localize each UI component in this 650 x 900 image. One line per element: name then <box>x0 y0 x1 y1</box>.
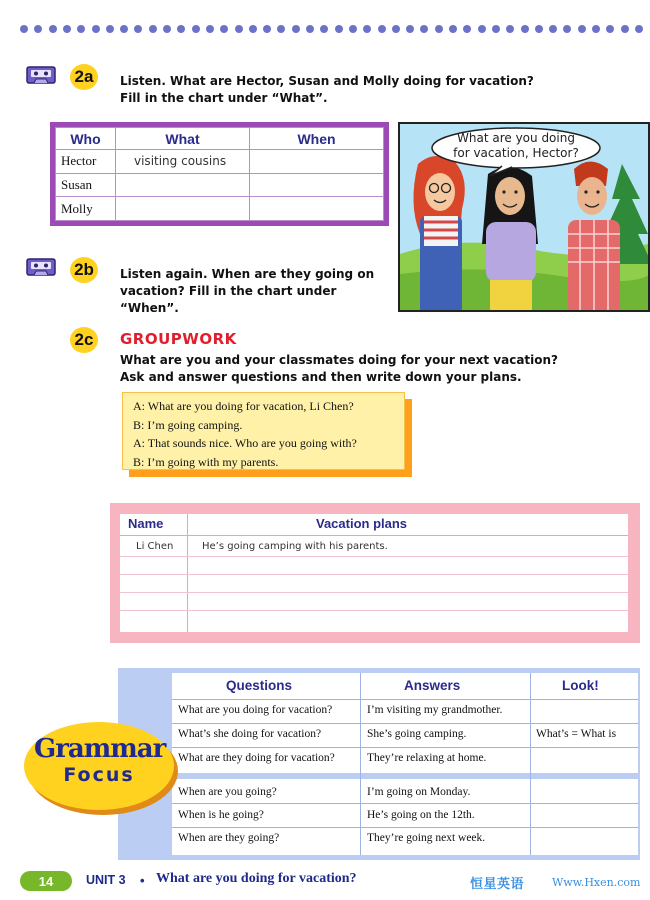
unit-label: UNIT 3 <box>86 873 126 887</box>
cassette-tape-icon[interactable] <box>26 66 56 84</box>
border-dot <box>177 25 185 33</box>
table-row <box>56 197 384 221</box>
answer-cell: She’s going camping. <box>367 728 467 740</box>
border-dot <box>92 25 100 33</box>
border-dot <box>635 25 643 33</box>
grammar-focus-table <box>172 673 638 855</box>
border-dot <box>349 25 357 33</box>
border-dot <box>363 25 371 33</box>
border-dot <box>149 25 157 33</box>
row-line <box>120 610 628 611</box>
speech-line2: for vacation, Hector? <box>453 146 579 160</box>
border-dot <box>549 25 557 33</box>
header-name: Name <box>128 516 164 531</box>
border-dot <box>20 25 28 33</box>
border-dot <box>406 25 414 33</box>
cell-plan[interactable]: He’s going camping with his parents. <box>202 541 388 552</box>
border-dot <box>478 25 486 33</box>
grammar-focus-subtitle: Focus <box>63 764 135 786</box>
grammar-focus-title: Grammar <box>34 734 166 764</box>
row-line <box>120 592 628 593</box>
border-dot <box>277 25 285 33</box>
border-dot <box>292 25 300 33</box>
answer-cell: He’s going on the 12th. <box>367 809 475 821</box>
answer-cell: I’m going on Monday. <box>367 786 471 798</box>
border-dot <box>621 25 629 33</box>
border-dot <box>563 25 571 33</box>
border-dot <box>578 25 586 33</box>
border-dot <box>306 25 314 33</box>
instruction-2c-line2: Ask and answer questions and then write down your plans. <box>120 370 522 384</box>
header-questions: Questions <box>226 678 293 693</box>
instruction-2c-line1: What are you and your classmates doing for your next vacation? <box>120 353 559 367</box>
border-dot <box>521 25 529 33</box>
border-dot <box>506 25 514 33</box>
cell-name[interactable]: Li Chen <box>136 541 174 552</box>
border-dot <box>535 25 543 33</box>
row-line <box>172 699 638 700</box>
answer-cell: They’re going next week. <box>367 832 486 844</box>
question-cell: When are they going? <box>178 832 280 844</box>
border-dot <box>49 25 57 33</box>
header-look: Look! <box>562 678 599 693</box>
border-dot <box>249 25 257 33</box>
watermark-url[interactable]: Www.Hxen.com <box>552 876 641 889</box>
instruction-2b-line3: “When”. <box>120 301 179 315</box>
table-row <box>56 173 384 197</box>
column-divider <box>530 673 531 855</box>
top-dot-border <box>0 21 650 35</box>
border-dot <box>134 25 142 33</box>
footer-bullet: • <box>140 873 145 888</box>
column-divider <box>360 673 361 855</box>
question-cell: What are you doing for vacation? <box>178 704 333 716</box>
speech-line1: What are you doing <box>457 131 575 145</box>
cell-when[interactable] <box>250 150 384 174</box>
dialogue-line: A: That sounds nice. Who are you going with? <box>133 436 357 450</box>
exercise-number-2b: 2b <box>70 257 98 283</box>
exercise-number-2a: 2a <box>70 64 98 90</box>
question-cell: What’s she doing for vacation? <box>178 728 322 740</box>
cell-when[interactable] <box>250 173 384 197</box>
border-dot <box>335 25 343 33</box>
border-dot <box>120 25 128 33</box>
cassette-tape-icon[interactable] <box>26 258 56 276</box>
dialogue-line: A: What are you doing for vacation, Li Chen? <box>133 399 354 413</box>
answer-cell: They’re relaxing at home. <box>367 752 487 764</box>
question-cell: When is he going? <box>178 809 264 821</box>
cell-who: Hector <box>56 150 116 174</box>
cell-who: Molly <box>56 197 116 221</box>
border-dot <box>378 25 386 33</box>
vacation-plans-table <box>120 514 628 632</box>
instruction-2a-line1: Listen. What are Hector, Susan and Molly doing for vacation? <box>120 74 534 88</box>
instruction-2b-line2: vacation? Fill in the chart under <box>120 284 337 298</box>
border-dot <box>163 25 171 33</box>
header-answers: Answers <box>404 678 461 693</box>
speech-bubble-text <box>434 131 598 161</box>
answer-cell: I’m visiting my grandmother. <box>367 704 503 716</box>
dialogue-box <box>122 392 405 470</box>
who-what-when-chart <box>50 122 389 226</box>
row-line <box>172 827 638 828</box>
instruction-2a-line2: Fill in the chart under “What”. <box>120 91 328 105</box>
groupwork-title: GROUPWORK <box>120 330 237 348</box>
vacation-plans-frame <box>110 503 640 643</box>
header-when: When <box>250 128 384 150</box>
border-dot <box>77 25 85 33</box>
section-divider <box>172 773 638 779</box>
cell-what[interactable] <box>116 173 250 197</box>
instruction-2b-line1: Listen again. When are they going on <box>120 267 375 281</box>
border-dot <box>606 25 614 33</box>
border-dot <box>34 25 42 33</box>
page-number: 14 <box>20 871 72 891</box>
border-dot <box>492 25 500 33</box>
cell-what[interactable] <box>116 197 250 221</box>
border-dot <box>463 25 471 33</box>
border-dot <box>63 25 71 33</box>
question-cell: When are you going? <box>178 786 277 798</box>
cell-when[interactable] <box>250 197 384 221</box>
header-what: What <box>116 128 250 150</box>
row-line <box>120 574 628 575</box>
dialogue-line: B: I’m going with my parents. <box>133 454 279 469</box>
border-dot <box>320 25 328 33</box>
instruction-2b <box>120 266 374 317</box>
watermark-cn: 恒星英语 <box>470 877 525 892</box>
exercise-number-2c: 2c <box>70 327 98 353</box>
header-who: Who <box>56 128 116 150</box>
cell-who: Susan <box>56 173 116 197</box>
border-dot <box>206 25 214 33</box>
look-note: What’s = What is <box>536 728 617 740</box>
border-dot <box>235 25 243 33</box>
row-line <box>120 556 628 557</box>
row-line <box>172 803 638 804</box>
row-line <box>172 723 638 724</box>
border-dot <box>420 25 428 33</box>
border-dot <box>263 25 271 33</box>
border-dot <box>449 25 457 33</box>
cell-what[interactable]: visiting cousins <box>116 150 250 174</box>
table-row <box>56 150 384 174</box>
row-line <box>172 747 638 748</box>
footer-title: What are you doing for vacation? <box>156 871 357 886</box>
dialogue-line: B: I’m going camping. <box>133 417 243 432</box>
border-dot <box>192 25 200 33</box>
instruction-2a <box>120 73 534 107</box>
border-dot <box>106 25 114 33</box>
plans-header-row <box>120 514 628 536</box>
border-dot <box>392 25 400 33</box>
instruction-2c <box>120 352 558 386</box>
border-dot <box>592 25 600 33</box>
border-dot <box>435 25 443 33</box>
column-divider <box>187 514 188 632</box>
border-dot <box>220 25 228 33</box>
header-vacation-plans: Vacation plans <box>316 516 408 531</box>
question-cell: What are they doing for vacation? <box>178 752 335 764</box>
